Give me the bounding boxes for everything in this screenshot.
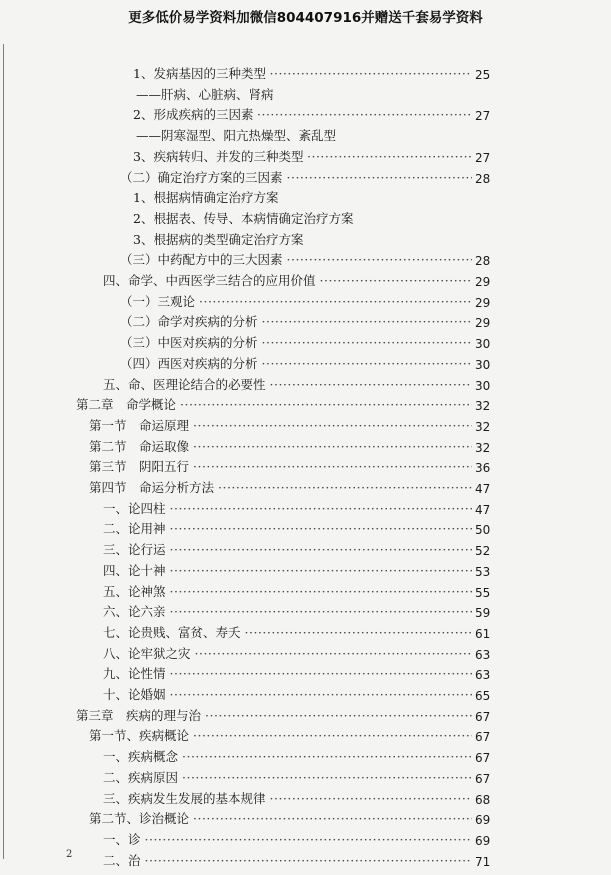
toc-entry-title: 第三章 疾病的理与治 — [76, 707, 202, 723]
toc-entry-title: 第二章 命学概论 — [76, 397, 177, 413]
toc-entry-title: （二）确定治疗方案的三因素 — [120, 169, 283, 185]
toc-dot-leader — [270, 791, 473, 807]
toc-page-number: 47 — [475, 482, 491, 496]
toc-dot-leader — [195, 646, 473, 662]
toc-entry-title: 五、命、医理论结合的必要性 — [103, 376, 266, 392]
toc-page-number: 30 — [475, 357, 491, 372]
toc-entry — [0, 853, 611, 875]
toc-entry — [0, 397, 611, 419]
toc-dot-leader — [270, 377, 473, 393]
toc-entry-title: 2、根据表、传导、本病情确定治疗方案 — [133, 210, 354, 226]
toc-entry — [0, 149, 611, 171]
toc-entry-title: 二、论用神 — [103, 521, 166, 537]
toc-dot-leader — [257, 107, 472, 123]
toc-entry — [0, 335, 611, 357]
toc-entry — [0, 604, 611, 626]
toc-entry — [0, 708, 611, 730]
promo-banner: 更多低价易学资料加微信804407916并赠送千套易学资料 — [128, 10, 483, 26]
toc-entry — [0, 459, 611, 481]
toc-entry — [0, 377, 611, 399]
toc-entry-title: 3、疾病转归、并发的三种类型 — [133, 148, 304, 164]
toc-entry — [0, 211, 611, 233]
toc-dot-leader — [170, 584, 473, 600]
toc-page-number: 52 — [475, 544, 491, 559]
toc-dot-leader — [287, 252, 473, 268]
toc-entry-title: 1、发病基因的三种类型 — [133, 66, 266, 81]
toc-entry — [0, 749, 611, 771]
toc-page-number: 32 — [475, 399, 491, 414]
toc-dot-leader — [193, 728, 472, 744]
toc-entry — [0, 770, 611, 792]
toc-entry-title: 二、治 — [103, 852, 141, 868]
toc-entry-title: 一、疾病概念 — [103, 749, 179, 765]
toc-entry — [0, 646, 611, 668]
toc-entry — [0, 584, 611, 606]
toc-page-number: 27 — [475, 109, 491, 124]
toc-entry — [0, 190, 611, 212]
toc-entry — [0, 66, 611, 88]
toc-entry-title: 十、论婚姻 — [103, 687, 166, 702]
toc-entry-title: 第三节 阴阳五行 — [89, 459, 190, 475]
toc-page-number: 67 — [475, 730, 491, 745]
toc-entry-title: （三）中药配方中的三大因素 — [120, 252, 283, 268]
toc-dot-leader — [262, 314, 473, 330]
toc-page-number: 28 — [475, 171, 491, 186]
toc-dot-leader — [170, 563, 473, 579]
toc-dot-leader — [193, 811, 472, 827]
toc-entry — [0, 294, 611, 316]
toc-dot-leader — [182, 770, 472, 786]
toc-entry — [0, 128, 611, 150]
toc-page-number: 67 — [475, 771, 491, 786]
toc-page-number: 61 — [475, 626, 491, 641]
toc-entry-title: 1、根据病情确定治疗方案 — [133, 190, 279, 206]
toc-entry-title: 第二节 命运取像 — [89, 438, 190, 454]
toc-dot-leader — [199, 294, 472, 310]
toc-page-number: 65 — [475, 689, 491, 703]
toc-entry — [0, 521, 611, 543]
toc-entry — [0, 314, 611, 336]
toc-page-number: 55 — [475, 585, 491, 600]
toc-entry-title: 三、论行运 — [103, 542, 166, 558]
toc-entry — [0, 87, 611, 109]
toc-page-number: 27 — [475, 150, 491, 165]
toc-page-number: 59 — [475, 606, 491, 621]
toc-entry — [0, 480, 611, 502]
toc-entry-title: （二）命学对疾病的分析 — [120, 314, 258, 330]
toc-entry — [0, 418, 611, 440]
toc-dot-leader — [320, 273, 473, 289]
toc-entry-title: 第四节 命运分析方法 — [89, 480, 215, 495]
toc-entry — [0, 232, 611, 254]
toc-page-number: 67 — [475, 751, 491, 766]
toc-dot-leader — [193, 439, 472, 455]
toc-entry — [0, 501, 611, 523]
toc-entry — [0, 439, 611, 461]
toc-entry-title: 二、疾病原因 — [103, 769, 179, 785]
toc-dot-leader — [170, 604, 473, 620]
toc-dot-leader — [218, 480, 472, 496]
toc-dot-leader — [145, 832, 473, 848]
toc-entry-title: （四）西医对疾病的分析 — [120, 355, 258, 371]
toc-page-number: 63 — [475, 668, 491, 683]
toc-dot-leader — [245, 625, 473, 641]
toc-entry-title: 第二节、诊治概论 — [89, 811, 190, 827]
toc-page-number: 68 — [475, 792, 491, 807]
toc-entry — [0, 542, 611, 564]
toc-page-number: 32 — [475, 419, 491, 434]
toc-dot-leader — [145, 853, 473, 869]
toc-entry-title: （一）三观论 — [120, 293, 196, 309]
toc-entry-title: （三）中医对疾病的分析 — [120, 335, 258, 351]
toc-entry-title: 四、命学、中西医学三结合的应用价值 — [103, 273, 316, 288]
toc-entry — [0, 791, 611, 813]
toc-entry-title: 四、论十神 — [103, 562, 166, 578]
toc-page-number: 47 — [475, 502, 491, 517]
toc-dot-leader — [205, 708, 472, 724]
toc-page-number: 32 — [475, 440, 491, 455]
toc-entry-title: 一、诊 — [103, 831, 141, 847]
toc-entry-title: 2、形成疾病的三因素 — [133, 107, 254, 123]
toc-page-number: 29 — [475, 275, 491, 289]
toc-page-number: 69 — [475, 833, 491, 848]
toc-entry — [0, 625, 611, 647]
toc-entry — [0, 170, 611, 192]
toc-page-number: 30 — [475, 378, 491, 393]
toc-entry-title: 第一节 命运原理 — [89, 417, 190, 433]
toc-entry-title: 五、论神煞 — [103, 583, 166, 599]
page-number: 2 — [66, 849, 73, 860]
toc-entry-title: 九、论性情 — [103, 666, 166, 682]
toc-page-number: 67 — [475, 709, 491, 724]
toc-page-number: 29 — [475, 295, 491, 310]
toc-entry — [0, 563, 611, 585]
toc-page-number: 25 — [475, 68, 491, 82]
toc-entry — [0, 811, 611, 833]
toc-entry — [0, 666, 611, 688]
toc-entry-title: 三、疾病发生发展的基本规律 — [103, 790, 266, 806]
toc-dot-leader — [193, 459, 472, 475]
toc-entry — [0, 728, 611, 750]
toc-page-number: 29 — [475, 316, 491, 331]
toc-entry — [0, 832, 611, 854]
toc-dot-leader — [193, 418, 472, 434]
toc-dot-leader — [287, 170, 473, 186]
toc-dot-leader — [180, 397, 472, 413]
toc-page-number: 63 — [475, 647, 491, 662]
toc-entry — [0, 252, 611, 274]
toc-page-number: 50 — [475, 523, 491, 538]
toc-entry-title: 八、论牢狱之灾 — [103, 645, 191, 661]
toc-page-number: 53 — [475, 564, 491, 579]
toc-dot-leader — [270, 66, 473, 82]
toc-dot-leader — [262, 356, 473, 372]
toc-page-number: 28 — [475, 254, 491, 269]
toc-dot-leader — [170, 687, 473, 703]
toc-dot-leader — [170, 501, 473, 517]
toc-dot-leader — [170, 542, 473, 558]
toc-page-number: 69 — [475, 813, 491, 828]
toc-page-number: 36 — [475, 461, 491, 476]
toc-entry-title: 七、论贵贱、富贫、寿夭 — [103, 624, 241, 640]
toc-dot-leader — [262, 335, 473, 351]
toc-dot-leader — [182, 749, 472, 765]
toc-entry — [0, 107, 611, 129]
toc-entry-title: 第一节、疾病概论 — [89, 728, 190, 744]
toc-entry — [0, 356, 611, 378]
toc-entry — [0, 273, 611, 295]
toc-entry-title: 一、论四柱 — [103, 500, 166, 516]
toc-page-number: 30 — [475, 337, 491, 352]
toc-entry-title: ——肝病、心脏病、肾病 — [136, 86, 274, 102]
toc-dot-leader — [170, 521, 473, 537]
toc-dot-leader — [170, 666, 473, 682]
toc-entry — [0, 687, 611, 709]
toc-entry-title: 3、根据病的类型确定治疗方案 — [133, 231, 304, 247]
toc-entry-title: ——阴寒湿型、阳亢热燥型、紊乱型 — [136, 128, 337, 144]
toc-dot-leader — [307, 149, 472, 165]
toc-page-number: 71 — [475, 854, 491, 869]
toc-entry-title: 六、论六亲 — [103, 604, 166, 620]
